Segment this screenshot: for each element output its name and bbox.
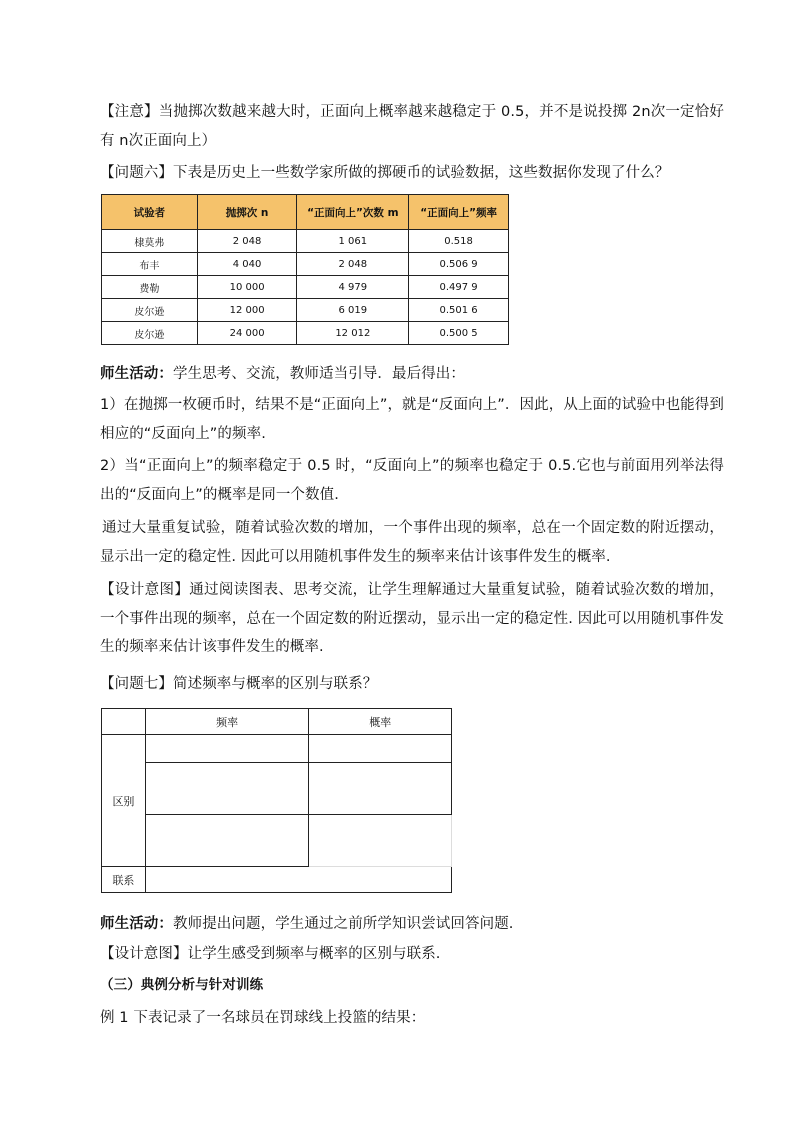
activity-two-label: 师生活动： (100, 916, 173, 932)
compare-difference-row (102, 815, 452, 867)
point-two-text: 2）当“正面向上”的频率稳定于 0.5 时，“反面向上”的频率也稳定于 0.5.它也与前面用列举法得出的“反面向上”的概率是同一个数值. (100, 458, 724, 503)
cell-heads-count: 6 019 (297, 299, 409, 322)
cell-toss-count: 24 000 (197, 322, 297, 345)
section-three-heading: （三）典例分析与针对训练 (100, 977, 264, 993)
compare-empty-cell (309, 815, 452, 867)
design-intent-one (100, 576, 724, 662)
header-experimenter: 试验者 (102, 195, 198, 230)
compare-relation-row (102, 867, 452, 893)
note-paragraph (100, 98, 724, 155)
cell-toss-count: 2 048 (197, 230, 297, 253)
compare-empty-cell (309, 735, 452, 763)
question-seven-tag: 【问题七】 (100, 676, 173, 692)
cell-experimenter: 费勒 (102, 276, 198, 299)
compare-difference-row (102, 735, 452, 763)
question-seven-text: 简述频率与概率的区别与联系？ (173, 676, 378, 692)
design-intent-one-text: 通过阅读图表、思考交流，让学生理解通过大量重复试验，随着试验次数的增加，一个事件出现的频率，总在一个固定数的附近摆动，显示出一定的稳定性. 因此可以用随机事件发生的频率来估计该事件发生的概率. (100, 582, 724, 655)
table-row (102, 230, 509, 253)
activity-one (100, 360, 724, 389)
activity-two (100, 910, 724, 939)
table-row (102, 276, 509, 299)
header-toss-count: 抛掷次 n (197, 195, 297, 230)
cell-frequency: 0.500 5 (409, 322, 509, 345)
cell-experimenter: 皮尔逊 (102, 299, 198, 322)
compare-empty-cell (145, 867, 451, 893)
table-row (102, 322, 509, 345)
point-two (100, 452, 724, 509)
design-intent-one-tag: 【设计意图】 (100, 582, 190, 598)
point-one-text: 1）在抛掷一枚硬币时，结果不是“正面向上”，就是“反面向上”．因此，从上面的试验中也能得到相应的“反面向上”的频率. (100, 397, 724, 442)
frequency-probability-table (101, 708, 452, 893)
cell-frequency: 0.501 6 (409, 299, 509, 322)
question-six-tag: 【问题六】 (100, 165, 173, 181)
summary-paragraph (100, 514, 724, 571)
cell-experimenter: 布丰 (102, 253, 198, 276)
design-intent-two (100, 940, 724, 969)
cell-heads-count: 2 048 (297, 253, 409, 276)
table-row (102, 253, 509, 276)
cell-heads-count: 4 979 (297, 276, 409, 299)
cell-toss-count: 10 000 (197, 276, 297, 299)
cell-toss-count: 4 040 (197, 253, 297, 276)
compare-empty-cell (145, 735, 309, 763)
note-tag: 【注意】 (100, 104, 159, 120)
compare-header-probability: 概率 (309, 709, 452, 735)
header-heads-frequency: “正面向上”频率 (409, 195, 509, 230)
activity-one-label: 师生活动： (100, 366, 173, 382)
header-heads-count: “正面向上”次数 m (297, 195, 409, 230)
cell-heads-count: 12 012 (297, 322, 409, 345)
summary-text: 通过大量重复试验，随着试验次数的增加，一个事件出现的频率，总在一个固定数的附近摆动，显示出一定的稳定性. 因此可以用随机事件发生的频率来估计该事件发生的概率. (100, 520, 724, 565)
activity-one-text: 学生思考、交流，教师适当引导．最后得出： (173, 366, 465, 382)
cell-experimenter: 棣莫弗 (102, 230, 198, 253)
example-one: 例 1 下表记录了一名球员在罚球线上投篮的结果： (100, 1010, 426, 1026)
compare-corner-cell (102, 709, 146, 735)
design-intent-two-text: 让学生感受到频率与概率的区别与联系. (187, 946, 441, 962)
compare-empty-cell (309, 763, 452, 815)
question-seven (100, 670, 724, 699)
compare-header-frequency: 频率 (145, 709, 309, 735)
compare-empty-cell (145, 763, 309, 815)
cell-toss-count: 12 000 (197, 299, 297, 322)
table-header-row (102, 195, 509, 230)
coin-toss-history-table (101, 194, 509, 345)
question-six (100, 159, 724, 188)
activity-two-text: 教师提出问题，学生通过之前所学知识尝试回答问题. (173, 916, 514, 932)
compare-row-relation-label: 联系 (102, 867, 146, 893)
compare-header-row (102, 709, 452, 735)
cell-frequency: 0.497 9 (409, 276, 509, 299)
cell-frequency: 0.518 (409, 230, 509, 253)
cell-experimenter: 皮尔逊 (102, 322, 198, 345)
note-text: 当抛掷次数越来越大时，正面向上概率越来越稳定于 0.5，并不是说投掷 2n次一定恰好有 n次正面向上） (100, 104, 725, 149)
cell-heads-count: 1 061 (297, 230, 409, 253)
table-row (102, 299, 509, 322)
question-six-text: 下表是历史上一些数学家所做的掷硬币的试验数据，这些数据你发现了什么？ (173, 165, 670, 181)
compare-row-difference-label: 区别 (102, 735, 146, 867)
compare-empty-cell (145, 815, 309, 867)
cell-frequency: 0.506 9 (409, 253, 509, 276)
compare-difference-row (102, 763, 452, 815)
design-intent-two-tag: 【设计意图】 (100, 946, 188, 962)
point-one (100, 391, 724, 448)
